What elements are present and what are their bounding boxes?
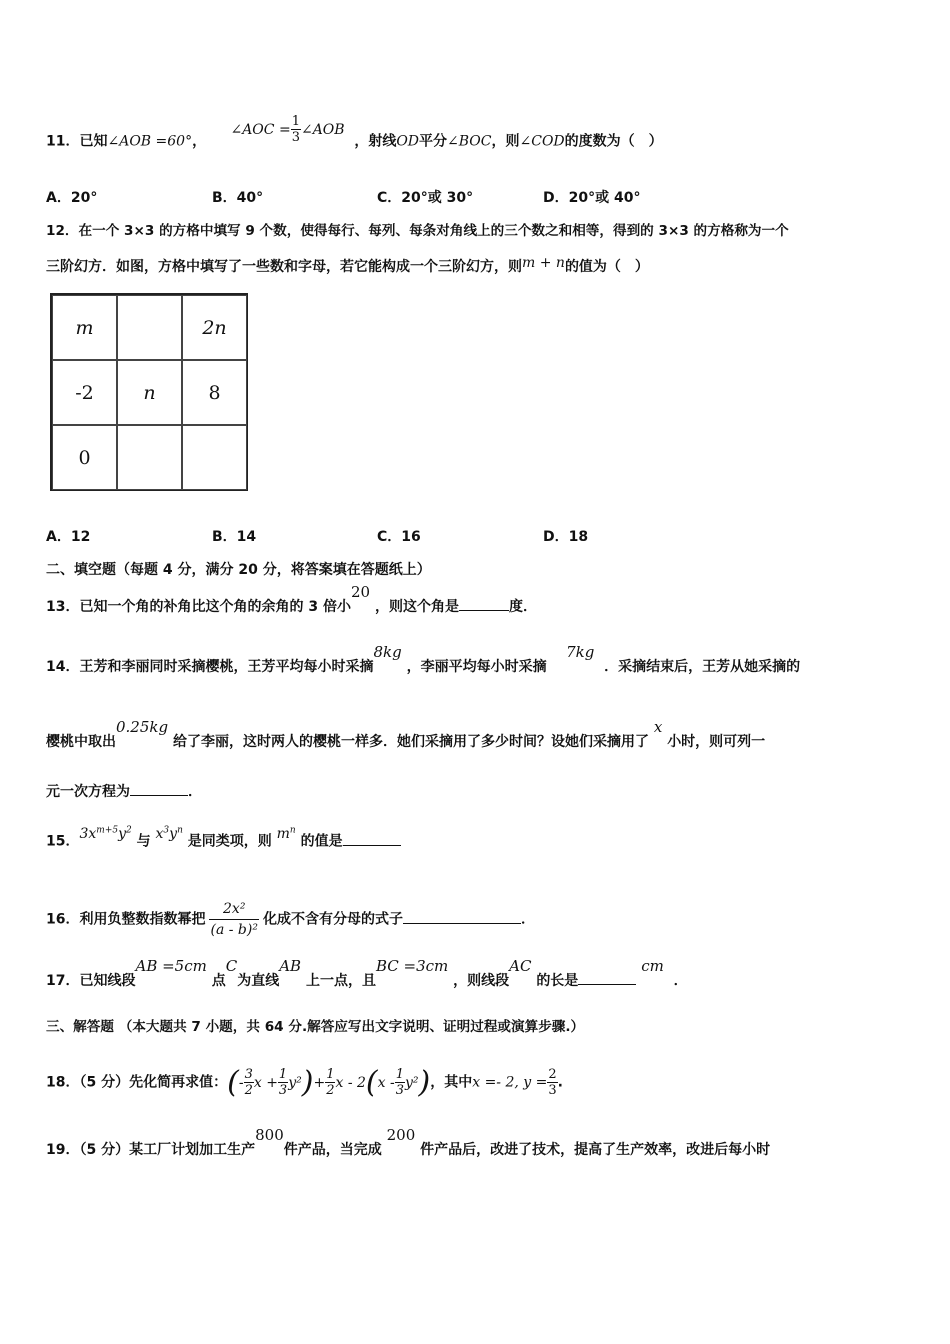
q15-number: 15．: [46, 833, 80, 850]
q18-frac-1-den: 2: [244, 1083, 253, 1098]
q14-tail: ．: [188, 784, 202, 800]
q12-option-d: D．18: [543, 529, 589, 545]
q18-frac-4: [395, 1067, 405, 1098]
q17-c: C: [225, 957, 238, 975]
grid-cell-r2c3: 8: [182, 360, 247, 425]
q18-frac-5-den: 3: [548, 1083, 557, 1098]
q19-text-3: 件产品后，改进了技术，提高了生产效率，改进后每小时: [420, 1142, 771, 1158]
q17-ac: AC: [509, 957, 532, 975]
q11-angle-aoc: ∠AOC =: [230, 121, 291, 138]
q15-text: 是同类项，则: [187, 833, 272, 850]
q13-number-20: 20: [350, 583, 371, 601]
q18-plus: +: [313, 1074, 326, 1091]
q17-point: 点: [211, 973, 226, 989]
q14-text-2: ，李丽平均每小时采摘: [406, 659, 547, 675]
q14-text-7: 元一次方程为: [46, 784, 130, 800]
q18-lparen-1: (: [227, 1064, 239, 1100]
q11-option-c: C．20°或 30°: [377, 190, 474, 206]
q18-frac-2-den: 3: [278, 1083, 288, 1098]
q17-text-5: 的长是: [536, 973, 579, 989]
q18-frac-2-num: 1: [278, 1067, 288, 1082]
q19-text-2: 件产品，当完成: [283, 1142, 382, 1158]
q19-number-200: 200: [386, 1126, 416, 1144]
q14-line2: [46, 718, 766, 752]
q18-frac-4-num: 1: [395, 1067, 404, 1082]
q18-frac-2: [278, 1067, 288, 1098]
q18-frac-3-den: 2: [326, 1083, 335, 1098]
q12-tail: 的值为（ ）: [564, 259, 649, 275]
q17-answer-blank[interactable]: [578, 970, 636, 985]
q17-text-3: 上一点，且: [305, 973, 376, 989]
q15-m-pow-n: [277, 826, 296, 842]
q18-lparen-2: (: [365, 1064, 378, 1100]
q16-text: 16．利用负整数指数幂把: [46, 911, 206, 928]
q15-term1-exp: m+5: [96, 825, 119, 835]
q18-frac-3: [325, 1067, 335, 1098]
q17-text: 17．已知线段: [46, 973, 136, 989]
q13-stem: [46, 583, 537, 617]
q11-stem: [46, 114, 663, 157]
q17-bc-length: BC =3cm: [375, 957, 449, 975]
q11-angle-aob-2: ∠AOB: [300, 121, 345, 138]
q17-ab: AB: [279, 957, 302, 975]
q18-frac-3-num: 1: [326, 1067, 335, 1082]
q18-x-minus-2: x - 2: [335, 1074, 366, 1091]
q11-fraction: [291, 114, 301, 145]
q11-text-ray: ，射线: [354, 133, 397, 150]
q11-od: OD: [396, 133, 420, 150]
grid-cell-r1c3: 2n: [182, 295, 247, 360]
q18-x-plus: x +: [253, 1074, 278, 1091]
q16-stem: [46, 899, 535, 940]
q18-frac-5: [547, 1067, 557, 1098]
q19-stem: [46, 1126, 771, 1160]
q15-m: m: [276, 825, 290, 842]
q11-tail: 的度数为（ ）: [564, 133, 663, 150]
q15-term1-yexp: 2: [126, 825, 132, 835]
q12-option-c: C．16: [377, 529, 421, 545]
grid-cell-r1c1: m: [52, 295, 117, 360]
q15-stem: [46, 825, 401, 852]
grid-cell-r2c2: n: [117, 360, 182, 425]
q18-x-minus: x -: [377, 1074, 395, 1091]
grid-cell-r1c2: [117, 295, 182, 360]
q18-stem: [46, 1064, 563, 1100]
section-answer-title: 三、解答题 （本大题共 7 小题，共 64 分.解答应写出文字说明、证明过程或演算步骤.）: [46, 1019, 585, 1035]
grid-cell-r3c1: 0: [52, 425, 117, 490]
q14-text-6: 小时，则可列一: [667, 734, 766, 750]
q15-answer-blank[interactable]: [343, 831, 401, 846]
q18-expression: [227, 1064, 431, 1100]
q15-term2-yexp: n: [177, 825, 183, 835]
q16-fraction: [209, 899, 258, 940]
q14-weight-025kg: 0.25kg: [116, 718, 169, 736]
q17-stem: [46, 957, 688, 991]
q11-frac-num: 1: [291, 114, 300, 129]
q15-term2-y: y: [169, 825, 178, 842]
q14-line3: [46, 781, 202, 802]
q17-text-4: ，则线段: [453, 973, 510, 989]
q18-rparen-1: ): [301, 1064, 314, 1100]
q12-option-b: B．14: [212, 529, 257, 545]
q15-term1-y: y: [118, 825, 127, 842]
q14-text-3: ．采摘结束后，王芳从她采摘的: [604, 659, 801, 675]
q14-text-4: 樱桃中取出: [46, 734, 116, 750]
q16-text-2: 化成不含有分母的式子: [262, 911, 403, 928]
q17-tail: ．: [673, 973, 688, 989]
q12-line1: 12．在一个 3×3 的方格中填写 9 个数，使得每行、每列、每条对角线上的三个数之和相等，得到的 3×3 的方格称为一个: [46, 223, 789, 239]
q11-text-bisect: 平分: [419, 133, 448, 150]
q16-frac-den: (a - b)²: [210, 922, 258, 938]
q15-term2-xexp: 3: [163, 825, 170, 835]
q15-term1: [79, 826, 131, 842]
grid-cell-r3c2: [117, 425, 182, 490]
q18-condition: x =- 2, y =: [472, 1074, 548, 1091]
q14-var-x: x: [653, 718, 663, 736]
q11-option-d: D．20°或 40°: [543, 190, 641, 206]
q14-text-5: 给了李丽，这时两人的樱桃一样多．她们采摘用了多少时间？设她们采摘用了: [172, 734, 649, 750]
q14-weight-7kg: 7kg: [566, 643, 595, 661]
grid-cell-r3c3: [182, 425, 247, 490]
q19-text: 19．（5 分）某工厂计划加工生产: [46, 1142, 256, 1158]
q16-tail: ．: [520, 911, 535, 928]
q14-text: 14．王芳和李丽同时采摘樱桃，王芳平均每小时采摘: [46, 659, 374, 675]
q17-unit-cm: cm: [641, 957, 664, 975]
q12-line2: [46, 257, 649, 277]
q13-text-2: ，则这个角是: [374, 599, 459, 615]
q14-line1: [46, 643, 801, 677]
q16-answer-blank[interactable]: [403, 909, 521, 924]
q18-frac-4-den: 3: [395, 1083, 404, 1098]
q18-where: ，其中: [430, 1074, 473, 1091]
q12-line2-text: 三阶幻方．如图，方格中填写了一些数和字母，若它能构成一个三阶幻方，则: [46, 259, 522, 275]
q15-term2: [156, 826, 183, 842]
q15-tail: 的值是: [300, 833, 343, 850]
q15-with: 与: [136, 833, 151, 850]
q13-text: 13．已知一个角的补角比这个角的余角的 3 倍小: [46, 599, 351, 615]
q18-text: 18．（5 分）先化简再求值：: [46, 1074, 228, 1091]
q17-ab-length: AB =5cm: [135, 957, 207, 975]
q18-y2: y²: [288, 1074, 302, 1091]
q12-option-a: A．12: [46, 529, 91, 545]
q18-frac-1: [244, 1067, 254, 1098]
section-fill-in-title: 二、填空题（每题 4 分，满分 20 分，将答案填在答题纸上）: [46, 562, 431, 578]
grid-cell-r2c1: -2: [52, 360, 117, 425]
q18-rparen-2: ): [418, 1064, 431, 1100]
q11-text-then: ，则: [491, 133, 520, 150]
magic-square-grid: [50, 293, 248, 491]
q11-option-b: B．40°: [212, 190, 264, 206]
q15-n: n: [289, 825, 296, 835]
q11-angle-aob: ∠AOB =60°: [107, 133, 193, 150]
q18-tail: .: [557, 1074, 563, 1091]
q12-m-plus-n: m + n: [522, 255, 565, 271]
q15-term1-base: 3x: [79, 825, 97, 842]
q18-frac-1-num: 3: [244, 1067, 253, 1082]
q15-term2-x: x: [155, 825, 164, 842]
q11-frac-den: 3: [291, 130, 300, 145]
q19-number-800: 800: [255, 1126, 284, 1144]
q11-angle-cod: ∠COD: [519, 133, 565, 150]
q17-text-2: 为直线: [237, 973, 280, 989]
q13-answer-blank[interactable]: [459, 596, 509, 611]
q14-answer-blank[interactable]: [130, 781, 188, 796]
q11-number: 11．已知: [46, 133, 108, 150]
q14-weight-8kg: 8kg: [373, 643, 402, 661]
q13-tail: 度．: [508, 599, 537, 615]
q11-angle-boc: ∠BOC: [447, 133, 492, 150]
q18-frac-5-num: 2: [548, 1067, 557, 1082]
q18-y2-b: y²: [404, 1074, 419, 1091]
q11-comma: ，: [192, 133, 207, 150]
q16-frac-num: 2x²: [209, 899, 258, 920]
q11-option-a: A．20°: [46, 190, 98, 206]
q18-minus: -: [238, 1074, 244, 1091]
